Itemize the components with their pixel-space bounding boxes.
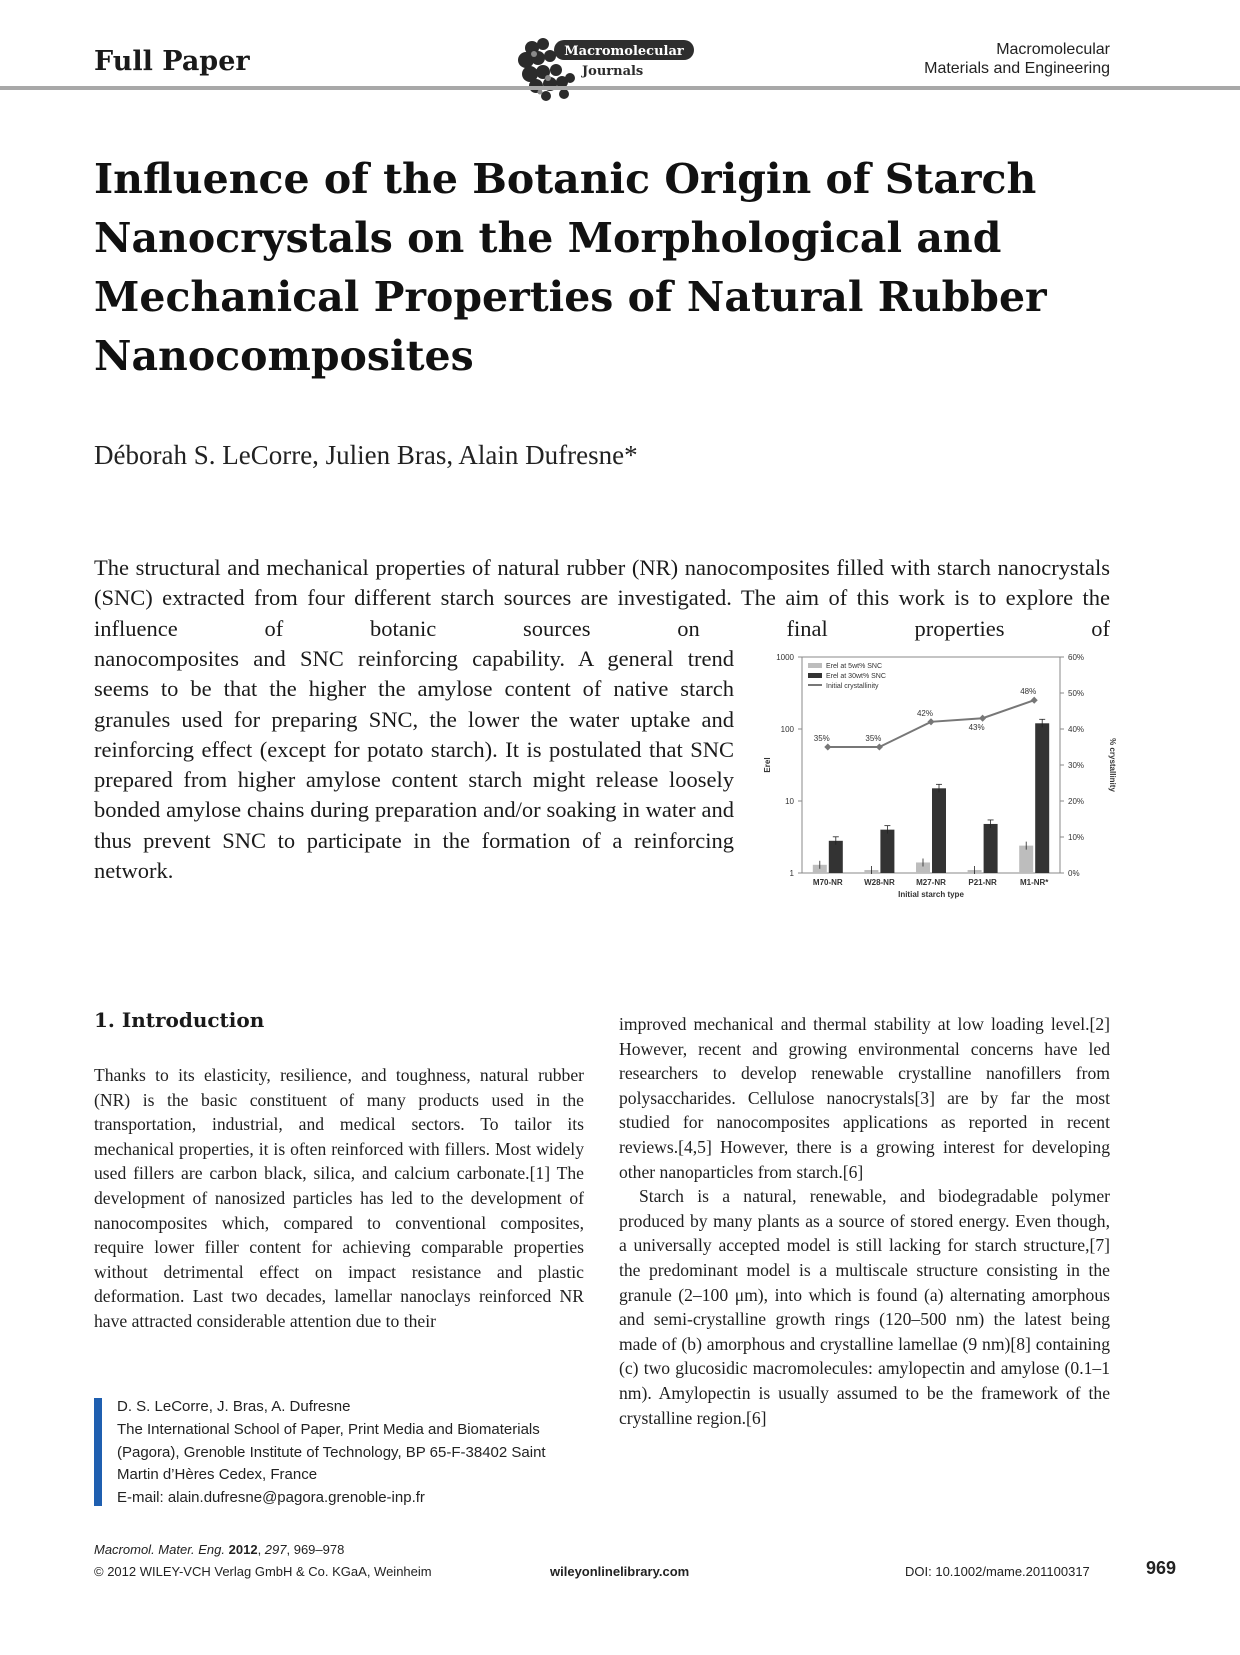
bar-30wt <box>1035 723 1049 873</box>
intro-left-column <box>94 1063 584 1334</box>
legend-label-crystallinity: Initial crystallinity <box>826 683 879 690</box>
y-tick-label: 1000 <box>776 653 794 662</box>
bar-5wt <box>1019 846 1033 873</box>
y2-tick-label: 60% <box>1068 653 1085 662</box>
legend-label-5wt: Erel at 5wt% SNC <box>826 663 883 670</box>
abstract-part2: nanocomposites and SNC reinforcing capability. A general trend seems to be that the higher the amylose content of native starch granules used for preparing SNC, the lower the water uptake and reinforcing effect (except for potato starch). It is postulated that SNC prepared from higher amylose content starch might release loosely bonded amylose chains during preparation and/or soaking in water and thus prevent SNC to participate in the formation of a reinforcing network. <box>94 646 734 884</box>
crystallinity-label: 42% <box>916 708 934 718</box>
y-axis-label: Erel <box>763 757 772 773</box>
footer-website-link[interactable]: wileyonlinelibrary.com <box>550 1564 690 1579</box>
bar-30wt <box>984 824 998 873</box>
crystallinity-point <box>979 715 986 722</box>
y2-tick-label: 0% <box>1068 869 1080 878</box>
header-rule <box>0 86 1240 90</box>
crystallinity-label: 35% <box>813 734 830 743</box>
section-heading-introduction: 1. Introduction <box>94 1008 265 1032</box>
section-label: Full Paper <box>94 46 250 77</box>
crystallinity-point <box>1031 697 1038 704</box>
journal-logo <box>510 34 696 102</box>
x-tick-label: M1-NR* <box>1019 878 1049 887</box>
logo-line2: Journals <box>582 64 644 79</box>
crystallinity-label: 35% <box>865 734 882 743</box>
legend-label-30wt: Erel at 30wt% SNC <box>826 673 886 680</box>
affiliation-accent-bar <box>94 1398 102 1506</box>
x-tick-label: M70-NR <box>812 878 843 887</box>
intro-paragraph-2: improved mechanical and thermal stability at low loading level.[2] However, recent and growing environmental concerns have led researchers to develop renewable crystalline nanofillers from polysaccharides. Cellulose nanocrystals[3] are by far the most studied for nanocomposites applications as reported in recent reviews.[4,5] However, there is a growing interest for developing other nanoparticles from starch.[6] <box>619 1014 1110 1182</box>
crystallinity-point <box>927 718 934 725</box>
paper-title: Influence of the Botanic Origin of Starch Nanocrystals on the Morphological and Mechanical Properties of Natural Rubber Nanocomposites <box>94 155 1047 380</box>
crystallinity-label: 43% <box>968 723 985 733</box>
journal-name-line2: Materials and Engineering <box>924 60 1110 77</box>
logo-line1: Macromolecular <box>564 44 684 59</box>
legend-swatch-5wt <box>808 663 822 668</box>
y2-tick-label: 10% <box>1068 833 1085 842</box>
intro-right-column <box>619 1012 1110 1430</box>
affiliation-email: E-mail: alain.dufresne@pagora.grenoble-inp.fr <box>117 1489 425 1507</box>
footer-copyright: © 2012 WILEY-VCH Verlag GmbH & Co. KGaA, Weinheim <box>94 1564 432 1579</box>
intro-paragraph-3: Starch is a natural, renewable, and biodegradable polymer produced by many plants as a source of stored energy. Even though, a universally accepted model is still lacking for starch structure,[7] the predominant model is a multiscale structure consisting in the granule (2–100 μm), into which is found (a) alternating amorphous and semi-crystalline growth rings (120–500 nm) the latest being made of (b) amorphous and crystalline lamellae (9 nm)[8] containing (c) two glucosidic macromolecules: amylopectin and amylose (0.1–1 nm). Amylopectin is usually assumed to be the framework of the crystalline region.[6] <box>619 1186 1110 1428</box>
bar-30wt <box>880 830 894 873</box>
x-tick-label: M27-NR <box>916 878 946 887</box>
footer-citation: Macromol. Mater. Eng. 2012, 297, 969–978 <box>94 1542 345 1557</box>
y2-tick-label: 20% <box>1068 797 1085 806</box>
journal-name <box>924 40 1110 78</box>
y2-axis-label: % crystallinity <box>1108 738 1117 792</box>
graphical-abstract-chart <box>760 645 1120 910</box>
page-number: 969 <box>1146 1558 1177 1578</box>
bar-30wt <box>829 841 843 873</box>
crystallinity-point <box>876 743 883 750</box>
bar-30wt <box>932 788 946 873</box>
crystallinity-point <box>824 743 831 750</box>
y-tick-label: 10 <box>785 797 794 806</box>
y-tick-label: 100 <box>780 725 794 734</box>
abstract-part1: The structural and mechanical properties of natural rubber (NR) nanocomposites filled with starch nanocrystals (SNC) extracted from four different starch sources are investigated. The aim of this work is to explore the influence of botanic sources on final properties of <box>94 555 1110 641</box>
legend-swatch-30wt <box>808 673 822 678</box>
affiliation-names: D. S. LeCorre, J. Bras, A. Dufresne <box>117 1398 351 1415</box>
footer-doi[interactable]: DOI: 10.1002/mame.201100317 <box>905 1564 1090 1579</box>
x-tick-label: W28-NR <box>864 878 895 887</box>
x-tick-label: P21-NR <box>968 878 997 887</box>
y2-tick-label: 50% <box>1068 689 1085 698</box>
authors: Déborah S. LeCorre, Julien Bras, Alain Dufresne* <box>94 440 638 470</box>
y2-tick-label: 40% <box>1068 725 1085 734</box>
affiliation-institution: The International School of Paper, Print Media and Biomaterials (Pagora), Grenoble Institute of Technology, BP 65-F-38402 Saint Martin d’Hères Cedex, France <box>117 1420 546 1484</box>
journal-name-line1: Macromolecular <box>996 41 1110 58</box>
x-axis-label: Initial starch type <box>898 890 964 899</box>
affiliation-block <box>117 1396 587 1510</box>
y-tick-label: 1 <box>789 869 794 878</box>
intro-paragraph-1: Thanks to its elasticity, resilience, and toughness, natural rubber (NR) is the basic constituent of many products used in the transportation, industrial, and medical sectors. To tailor its mechanical properties, it is often reinforced with fillers. Most widely used fillers are carbon black, silica, and calcium carbonate.[1] The development of nanosized particles has led to the development of nanocomposites which, compared to conventional composites, require lower filler content for achieving comparable properties without detrimental effect on impact resistance and plastic deformation. Last two decades, lamellar nanoclays reinforced NR have attracted considerable attention due to their <box>94 1065 584 1331</box>
y2-tick-label: 30% <box>1068 761 1085 770</box>
crystallinity-label: 48% <box>1020 687 1037 697</box>
